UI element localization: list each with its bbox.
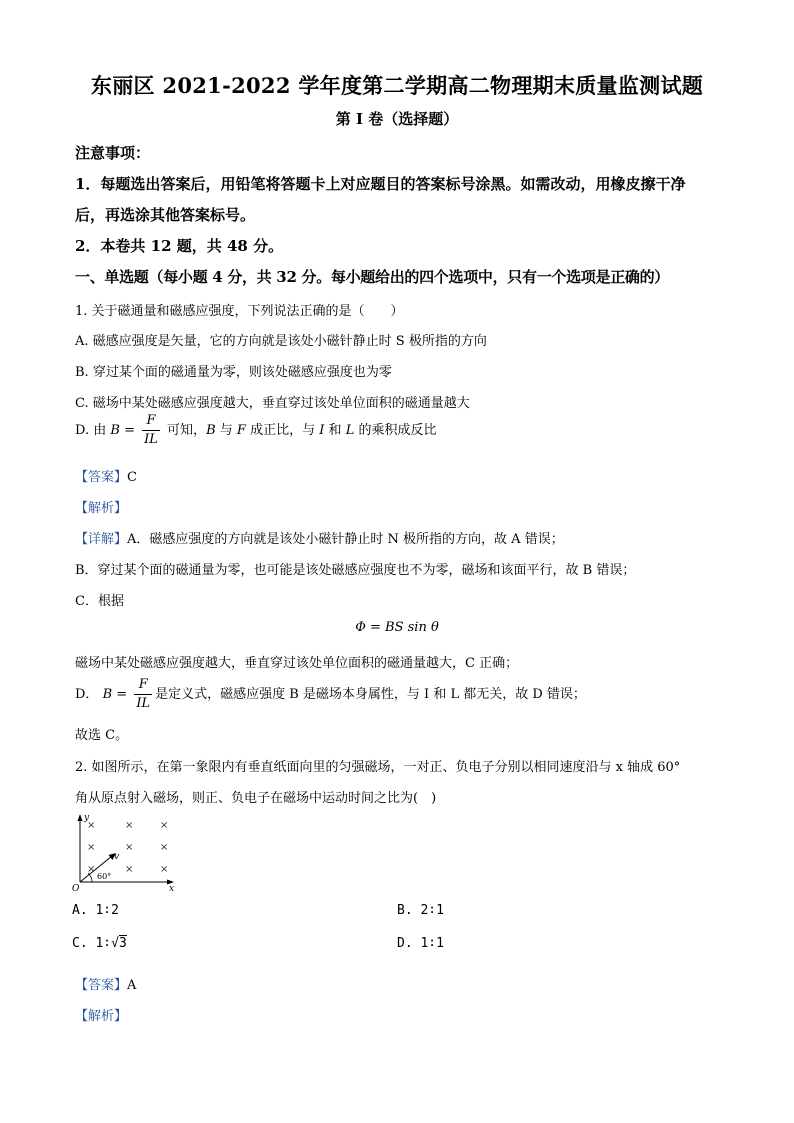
q2-stem-line1: 2. 如图所示，在第一象限内有垂直纸面向里的匀强磁场，一对正、负电子分别以相同速度沿与 x 轴成 60° xyxy=(75,760,681,775)
field-cross-icon: × xyxy=(87,842,96,853)
answer-value: A xyxy=(127,978,137,993)
q1-analysis-tag: 【解析】 xyxy=(75,501,128,516)
origin-label: O xyxy=(72,884,80,892)
var-l: L xyxy=(345,423,355,438)
q2-answer xyxy=(75,974,136,993)
notice-heading: 注意事项： xyxy=(75,144,151,162)
fraction-numerator: F xyxy=(146,413,156,428)
field-cross-icon: × xyxy=(125,864,134,875)
sqrt-radicand: 3 xyxy=(118,936,127,951)
q1-detail-b: B．穿过某个面的磁通量为零，也可能是该处磁感应强度也不为零，磁场和该面平行，故 B 错误； xyxy=(75,563,636,578)
q2-option-c-prefix: C. 1∶ xyxy=(72,936,112,951)
q2-option-b: B. 2∶1 xyxy=(397,903,444,918)
field-cross-icon: × xyxy=(160,820,169,831)
field-cross-icon: × xyxy=(87,820,96,831)
q1-option-b: B. 穿过某个面的磁通量为零，则该处磁感应强度也为零 xyxy=(75,365,392,380)
q1-option-d-text: 与 xyxy=(219,423,233,438)
magnetic-field-figure xyxy=(70,812,182,892)
q2-option-d: D. 1∶1 xyxy=(397,936,444,951)
x-label: x xyxy=(169,884,175,892)
field-cross-icon: × xyxy=(125,820,134,831)
notice-item2: 2．本卷共 12 题，共 48 分。 xyxy=(75,237,284,255)
q2-analysis-tag: 【解析】 xyxy=(75,1009,128,1024)
y-label: y xyxy=(84,813,90,823)
fraction-denominator: IL xyxy=(144,432,158,447)
q1-option-d-text: 可知， xyxy=(167,423,207,438)
q1-detail-a xyxy=(75,528,564,547)
q2-option-a: A. 1∶2 xyxy=(72,903,119,918)
var-b: B xyxy=(102,687,113,702)
detail-d-fraction xyxy=(134,676,152,713)
equals-sign: = xyxy=(116,687,128,702)
field-cross-icon: × xyxy=(87,864,96,875)
angle-label: 60° xyxy=(97,872,112,881)
q2-stem-line2: 角从原点射入磁场，则正、负电子在磁场中运动时间之比为( ) xyxy=(75,791,437,806)
var-i: I xyxy=(319,423,325,438)
var-f: F xyxy=(236,423,246,438)
q1-detail-c2: 磁场中某处磁感应强度越大，垂直穿过该处单位面积的磁通量越大，C 正确； xyxy=(75,656,519,671)
q1-option-a: A. 磁感应强度是矢量，它的方向就是该处小磁针静止时 S 极所指的方向 xyxy=(75,334,487,349)
q1-detail-c: C．根据 xyxy=(75,594,124,609)
y-axis-arrow xyxy=(78,814,83,821)
answer-value: C xyxy=(127,470,137,485)
q1-detail-d xyxy=(75,676,586,713)
q1-option-d-text: 的乘积成反比 xyxy=(358,423,437,438)
detail-d-text: 是定义式，磁感应强度 B 是磁场本身属性，与 I 和 L 都无关，故 D 错误； xyxy=(155,687,586,702)
flux-formula: Φ = BS sin θ xyxy=(355,620,439,635)
equals-sign: = xyxy=(124,423,135,438)
q1-option-d-fraction xyxy=(142,412,160,449)
var-b: B xyxy=(206,423,216,438)
velocity-label: v xyxy=(114,852,120,862)
q1-option-d-text: 成正比，与 xyxy=(250,423,316,438)
answer-tag: 【答案】 xyxy=(75,470,128,485)
field-cross-icon: × xyxy=(125,842,134,853)
notice-item1-line2: 后，再选涂其他答案标号。 xyxy=(75,206,256,224)
q2-option-c xyxy=(72,936,127,951)
q1-option-d xyxy=(75,412,436,449)
detail-d-prefix: D． xyxy=(75,687,99,702)
q1-answer xyxy=(75,466,137,485)
q1-option-d-text: 和 xyxy=(328,423,342,438)
sqrt-symbol: √ xyxy=(111,936,119,951)
notice-item1-line1: 1．每题选出答案后，用铅笔将答题卡上对应题目的答案标号涂黑。如需改动，用橡皮擦干净 xyxy=(75,175,686,193)
q1-option-c: C. 磁场中某处磁感应强度越大，垂直穿过该处单位面积的磁通量越大 xyxy=(75,396,470,411)
q1-option-d-lhs: B xyxy=(110,423,120,438)
fraction-denominator: IL xyxy=(136,696,151,711)
page-title: 东丽区 2021-2022 学年度第二学期高二物理期末质量监测试题 xyxy=(90,73,704,98)
fraction-numerator: F xyxy=(138,677,148,692)
detail-a-text: A．磁感应强度的方向就是该处小磁针静止时 N 极所指的方向，故 A 错误； xyxy=(127,532,564,547)
section-heading: 一、单选题（每小题 4 分，共 32 分。每小题给出的四个选项中，只有一个选项是正确的） xyxy=(75,268,670,286)
q1-stem: 1. 关于磁通量和磁感应强度，下列说法正确的是（ ） xyxy=(75,304,404,319)
q1-conclusion: 故选 C。 xyxy=(75,728,129,743)
detail-tag: 【详解】 xyxy=(75,532,128,547)
q1-option-d-prefix: D. 由 xyxy=(75,423,107,438)
field-cross-icon: × xyxy=(160,864,169,875)
volume-subtitle: 第 I 卷（选择题） xyxy=(335,110,459,128)
field-cross-icon: × xyxy=(160,842,169,853)
answer-tag: 【答案】 xyxy=(75,978,128,993)
